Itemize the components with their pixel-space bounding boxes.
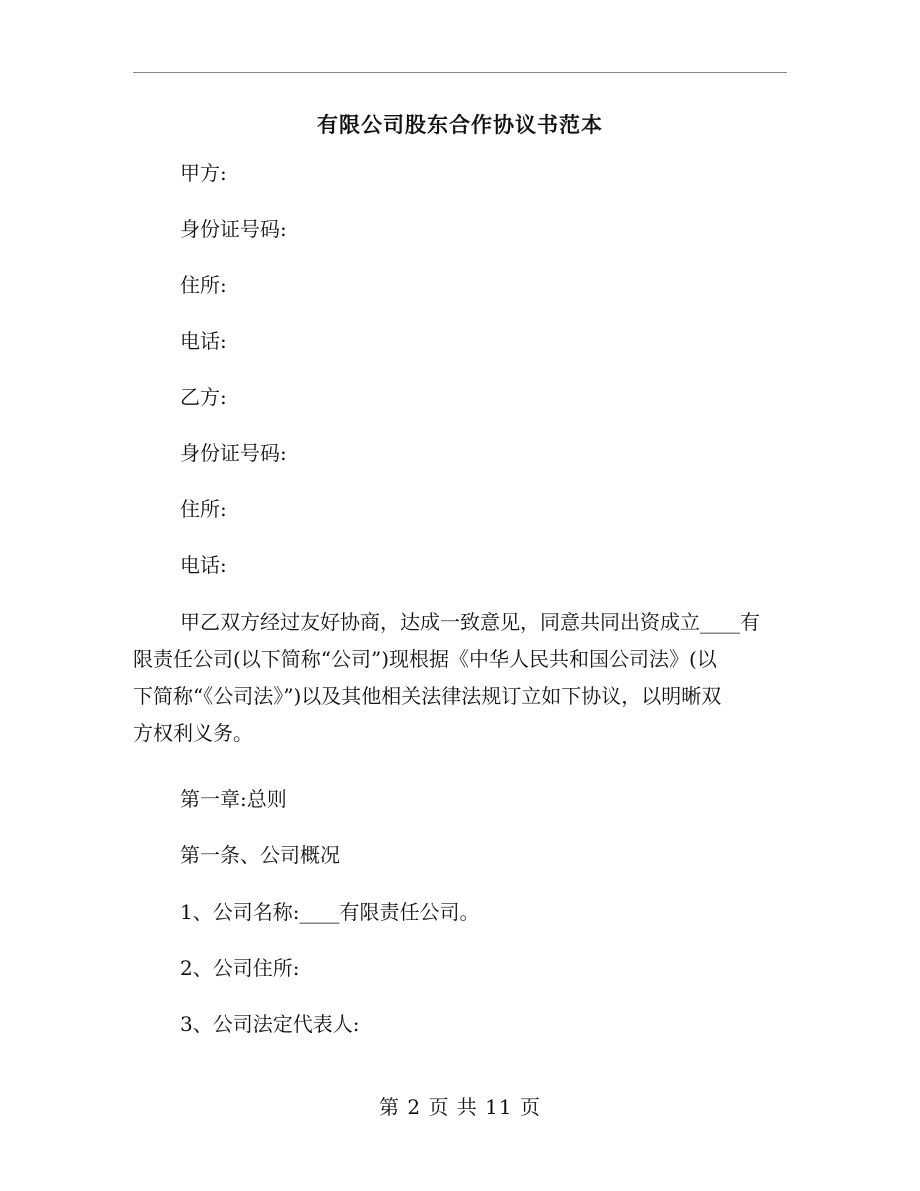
intro-line: 甲乙双方经过友好协商，达成一致意见，同意共同出资成立____有 bbox=[180, 610, 760, 634]
list-item: 3、公司法定代表人: bbox=[180, 1012, 360, 1036]
list-item: 2、公司住所: bbox=[180, 956, 300, 980]
party-b-id-label: 身份证号码: bbox=[180, 441, 287, 465]
party-b-address-label: 住所: bbox=[180, 497, 227, 521]
intro-paragraph bbox=[133, 604, 796, 752]
party-b-phone-label: 电话: bbox=[180, 553, 227, 577]
party-a-address-label: 住所: bbox=[180, 273, 227, 297]
intro-line: 方权利义务。 bbox=[133, 721, 253, 745]
intro-line: 限责任公司(以下简称“公司”)现根据《中华人民共和国公司法》(以 bbox=[133, 647, 717, 671]
header-rule bbox=[133, 72, 787, 73]
intro-line: 下简称“《公司法》”)以及其他相关法律法规订立如下协议，以明晰双 bbox=[133, 684, 722, 708]
list-item: 1、公司名称:____有限责任公司。 bbox=[180, 900, 480, 924]
article-heading: 第一条、公司概况 bbox=[180, 843, 340, 867]
chapter-heading: 第一章:总则 bbox=[180, 787, 287, 811]
party-a-id-label: 身份证号码: bbox=[180, 217, 287, 241]
party-a-label: 甲方: bbox=[180, 161, 227, 185]
document-title: 有限公司股东合作协议书范本 bbox=[317, 112, 603, 137]
page-number: 第 2 页 共 11 页 bbox=[379, 1095, 541, 1119]
party-a-phone-label: 电话: bbox=[180, 329, 227, 353]
party-b-label: 乙方: bbox=[180, 385, 227, 409]
